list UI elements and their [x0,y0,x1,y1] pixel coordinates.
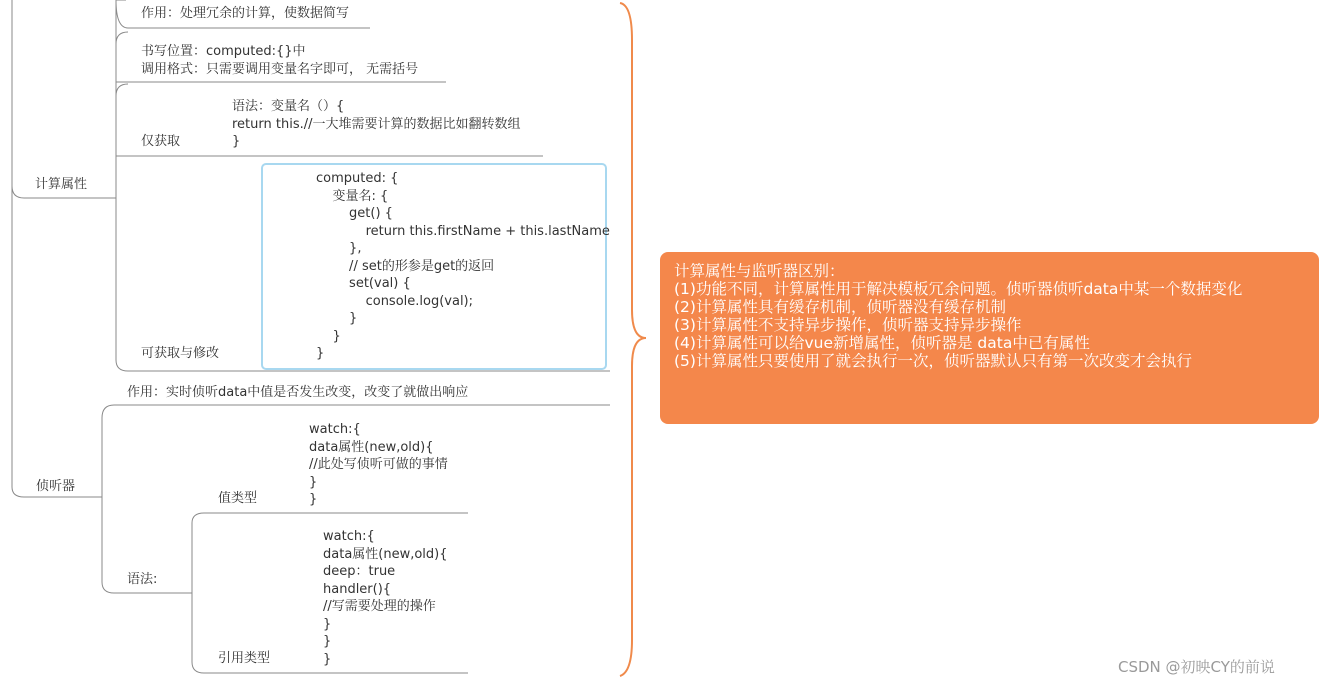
ref-type-label: 引用类型 [218,651,271,666]
readwrite-label: 可获取与修改 [141,346,220,361]
summary-item: (4)计算属性可以给vue新增属性，侦听器是 data中已有属性 [674,334,1090,352]
computed-position: 书写位置：computed:{}中 调用格式：只需要调用变量名字即可， 无需括号 [141,44,419,77]
summary-title: 计算属性与监听器区别： [674,262,845,280]
computed-label: 计算属性 [35,177,88,192]
summary-item: (5)计算属性只要使用了就会执行一次，侦听器默认只有第一次改变才会执行 [674,352,1192,370]
summary-item: (2)计算属性具有缓存机制，侦听器没有缓存机制 [674,298,1006,316]
readonly-label: 仅获取 [141,134,181,149]
syntax-label: 语法: [127,572,158,587]
watermark: CSDN @初映CY的前说 [1118,658,1275,676]
readonly-code: 语法：变量名（）{ return this.//一大堆需要计算的数据比如翻转数组 } [232,99,521,149]
summary-item: (3)计算属性不支持异步操作，侦听器支持异步操作 [674,316,1022,334]
watcher-purpose: 作用：实时侦听data中值是否发生改变，改变了就做出响应 [127,385,469,400]
brace [620,3,646,676]
computed-purpose: 作用：处理冗余的计算，使数据简写 [141,6,350,21]
summary-item: (1)功能不同，计算属性用于解决模板冗余问题。侦听器侦听data中某一个数据变化 [674,280,1243,298]
value-type-label: 值类型 [218,491,258,506]
ref-type-code: watch:{ data属性(new,old){ deep：true handler(){ //写需要处理的操作 } } } [323,529,448,667]
value-type-code: watch:{ data属性(new,old){ //此处写侦听可做的事情 } } [309,422,448,507]
watcher-label: 侦听器 [36,479,76,494]
summary-box [660,252,1319,424]
readwrite-code: computed: { 变量名: { get() { return this.firstName + this.lastName }, // set的形参是get的返回 set(val) { console.log(val); } } } [316,171,610,361]
